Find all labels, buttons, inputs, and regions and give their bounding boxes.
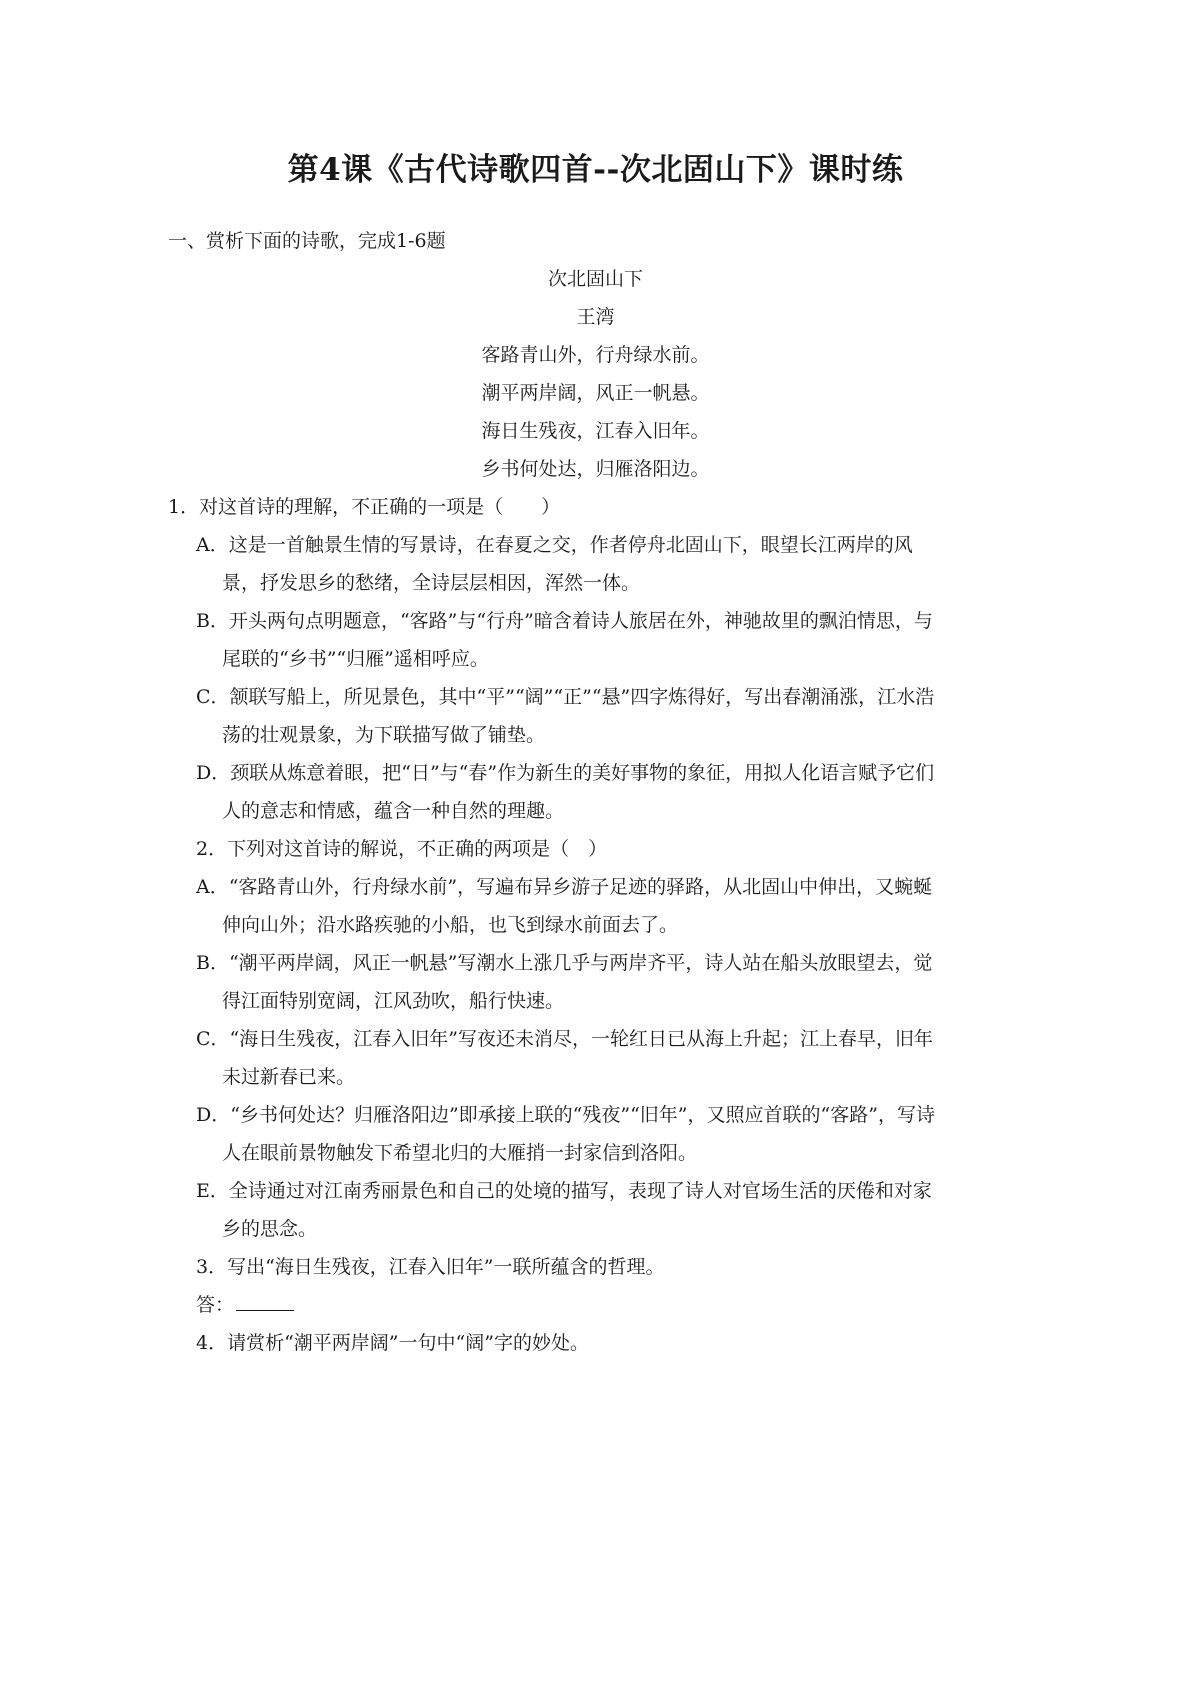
question-4-stem: 4．请赏析“潮平两岸阔”一句中“阔”字的妙处。 <box>196 1332 589 1354</box>
document-title: 第4课《古代诗歌四首--次北固山下》课时练 <box>287 152 904 188</box>
answer-blank[interactable] <box>236 1292 294 1311</box>
question-2-option-d: D．“乡书何处达？归雁洛阳边”即承接上联的“残夜”“旧年”，又照应首联的“客路”，写诗 <box>196 1104 935 1126</box>
poem-line-3: 海日生残夜，江春入旧年。 <box>481 420 710 442</box>
question-2-option-e-cont: 乡的思念。 <box>222 1218 318 1240</box>
poem-line-1: 客路青山外，行舟绿水前。 <box>481 344 710 366</box>
question-2-option-a: A．“客路青山外，行舟绿水前”，写遍布异乡游子足迹的驿路，从北固山中伸出，又蜿蜒 <box>196 876 933 898</box>
question-1-option-d-cont: 人的意志和情感，蕴含一种自然的理趣。 <box>222 800 565 822</box>
question-2-option-e: E．全诗通过对江南秀丽景色和自己的处境的描写，表现了诗人对官场生活的厌倦和对家 <box>196 1180 932 1202</box>
question-2-option-c-cont: 未过新春已来。 <box>222 1066 356 1088</box>
question-1-option-a-cont: 景，抒发思乡的愁绪，全诗层层相因，浑然一体。 <box>222 572 641 594</box>
question-2-stem: 2．下列对这首诗的解说，不正确的两项是（ ） <box>196 838 608 860</box>
question-3-answer <box>196 1292 294 1318</box>
poem-line-4: 乡书何处达，归雁洛阳边。 <box>481 458 710 480</box>
poem-author: 王湾 <box>576 306 615 328</box>
answer-label: 答： <box>196 1294 235 1316</box>
question-1-option-a: A．这是一首触景生情的写景诗，在春夏之交，作者停舟北固山下，眼望长江两岸的风 <box>196 534 913 556</box>
section-heading: 一、赏析下面的诗歌，完成1-6题 <box>168 230 446 252</box>
question-2-option-a-cont: 伸向山外；沿水路疾驰的小船，也飞到绿水前面去了。 <box>222 914 679 936</box>
poem-title: 次北固山下 <box>547 268 643 290</box>
question-2-option-b-cont: 得江面特别宽阔，江风劲吹，船行快速。 <box>222 990 565 1012</box>
question-1-option-b: B．开头两句点明题意，“客路”与“行舟”暗含着诗人旅居在外，神驰故里的飘泊情思，与 <box>196 610 933 632</box>
question-1-option-d: D．颈联从炼意着眼，把“日”与“春”作为新生的美好事物的象征，用拟人化语言赋予它们 <box>196 762 935 784</box>
question-1-stem: 1．对这首诗的理解，不正确的一项是（ ） <box>168 496 561 518</box>
question-3-stem: 3．写出“海日生残夜，江春入旧年”一联所蕴含的哲理。 <box>196 1256 665 1278</box>
question-2-option-d-cont: 人在眼前景物触发下希望北归的大雁捎一封家信到洛阳。 <box>222 1142 698 1164</box>
question-1-option-b-cont: 尾联的“乡书”“归雁”遥相呼应。 <box>222 648 489 670</box>
question-1-option-c-cont: 荡的壮观景象，为下联描写做了铺垫。 <box>222 724 546 746</box>
poem-line-2: 潮平两岸阔，风正一帆悬。 <box>481 382 710 404</box>
question-1-option-c: C．颔联写船上，所见景色，其中“平”“阔”“正”“悬”四字炼得好，写出春潮涌涨，江水浩 <box>196 686 935 708</box>
question-2-option-b: B．“潮平两岸阔，风正一帆悬”写潮水上涨几乎与两岸齐平，诗人站在船头放眼望去，觉 <box>196 952 933 974</box>
question-2-option-c: C．“海日生残夜，江春入旧年”写夜还未消尽，一轮红日已从海上升起；江上春早，旧年 <box>196 1028 933 1050</box>
